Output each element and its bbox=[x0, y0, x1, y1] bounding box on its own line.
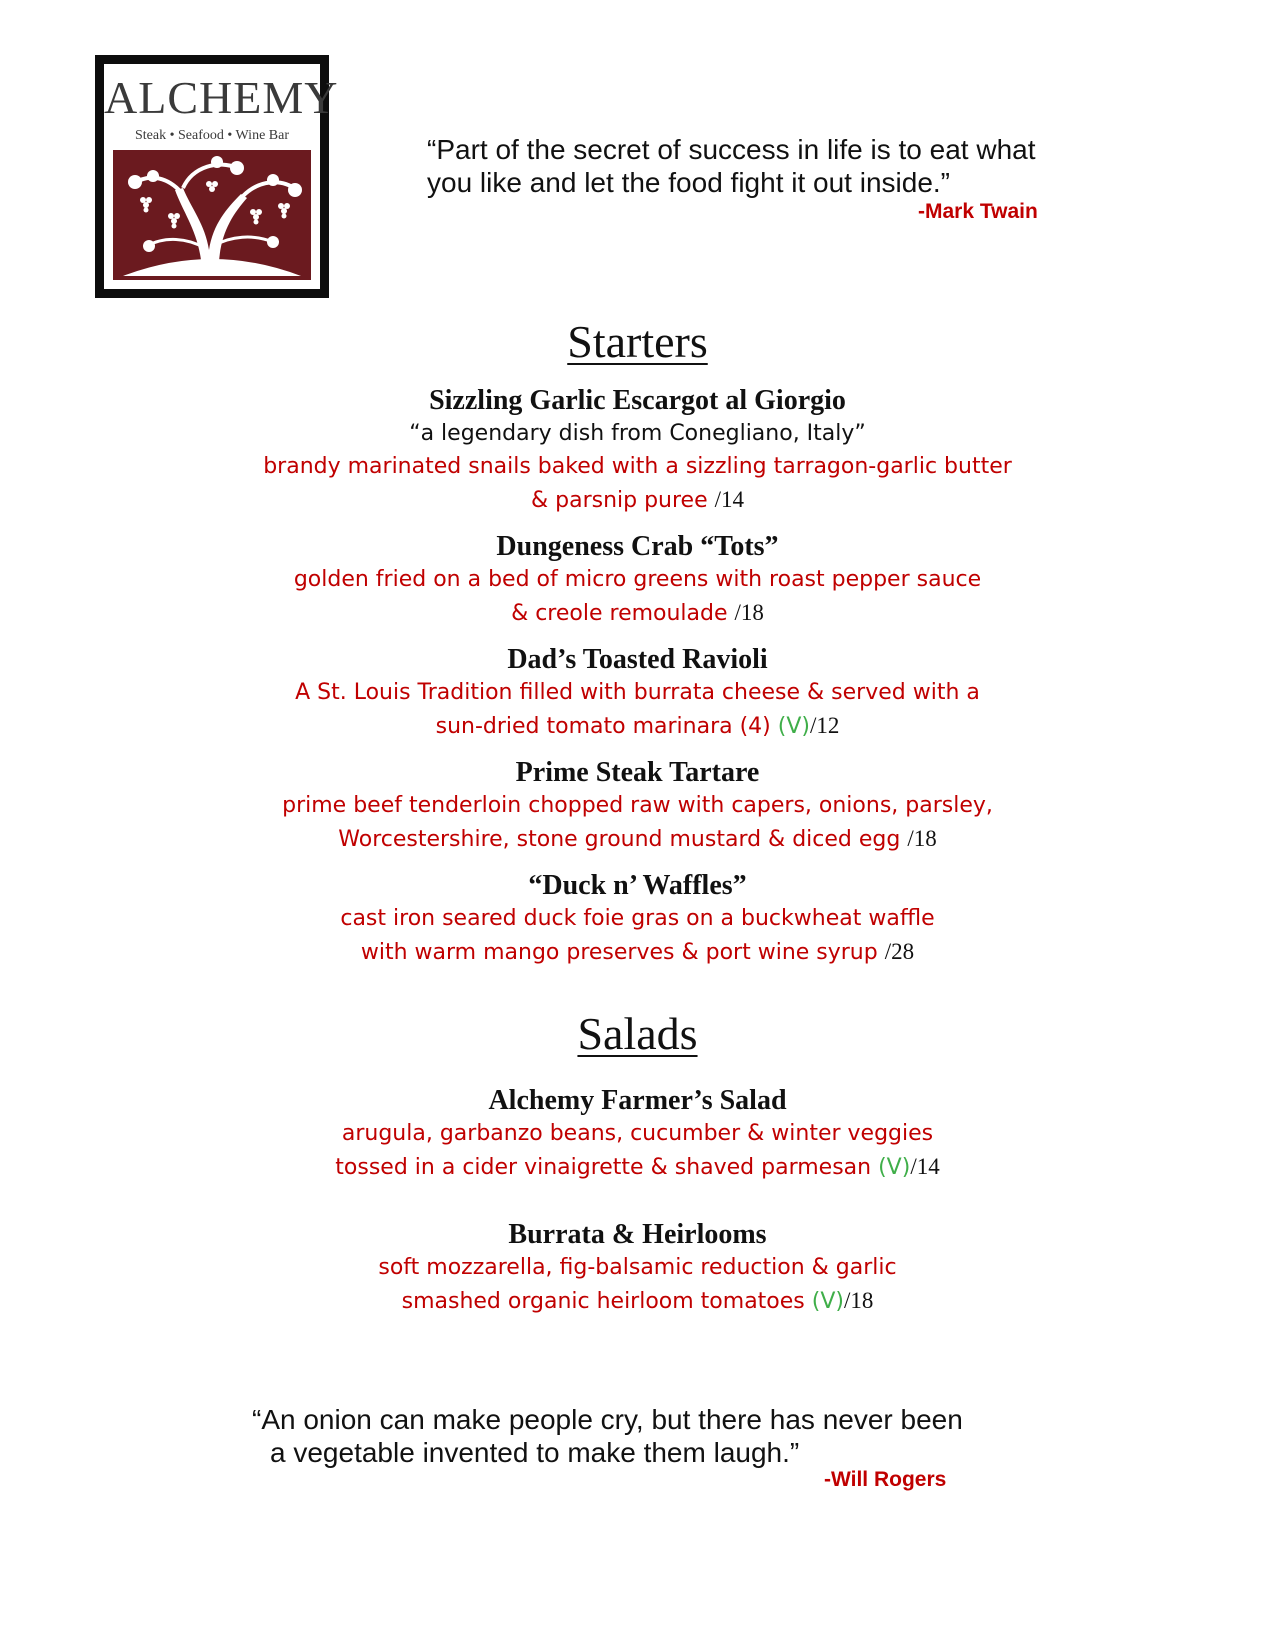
item-description: Worcestershire, stone ground mustard & diced egg /18 bbox=[338, 826, 937, 852]
item-description: prime beef tenderloin chopped raw with capers, onions, parsley, bbox=[282, 793, 993, 818]
quote-line: “An onion can make people cry, but there has never been bbox=[252, 1404, 963, 1435]
item-price: /14 bbox=[910, 1154, 940, 1179]
restaurant-logo bbox=[95, 55, 339, 298]
section-title-salads: Salads bbox=[577, 1008, 698, 1059]
section-title-starters: Starters bbox=[567, 316, 708, 367]
item-description: smashed organic heirloom tomatoes (V)/18 bbox=[401, 1288, 874, 1314]
quote-author: -Mark Twain bbox=[918, 200, 1038, 223]
vegetarian-badge: (V) bbox=[878, 1155, 911, 1180]
item-price: /28 bbox=[884, 939, 915, 964]
item-name: Sizzling Garlic Escargot al Giorgio bbox=[429, 385, 846, 416]
grapevine-tree-icon bbox=[113, 150, 311, 280]
item-description: with warm mango preserves & port wine syrup /28 bbox=[360, 939, 915, 965]
quote-author: -Will Rogers bbox=[824, 1468, 947, 1491]
quote-line: a vegetable invented to make them laugh.” bbox=[270, 1437, 800, 1468]
menu-item bbox=[0, 1084, 1275, 1184]
item-price: /18 bbox=[907, 826, 937, 851]
item-description: cast iron seared duck foie gras on a buckwheat waffle bbox=[340, 906, 935, 931]
item-name: Dungeness Crab “Tots” bbox=[496, 531, 779, 562]
item-name: Prime Steak Tartare bbox=[515, 757, 760, 788]
quote-bottom bbox=[252, 1403, 963, 1469]
item-description: tossed in a cider vinaigrette & shaved parmesan (V)/14 bbox=[335, 1154, 940, 1180]
item-description: sun-dried tomato marinara (4) (V)/12 bbox=[435, 713, 840, 739]
menu-item bbox=[0, 1218, 1275, 1318]
vegetarian-badge: (V) bbox=[777, 714, 810, 739]
item-name: Burrata & Heirlooms bbox=[508, 1219, 767, 1250]
quote-line: you like and let the food fight it out inside.” bbox=[427, 167, 950, 198]
item-price: /14 bbox=[714, 487, 745, 512]
item-description: & creole remoulade /18 bbox=[511, 600, 764, 626]
logo-panel bbox=[104, 64, 339, 289]
item-price: /12 bbox=[809, 713, 840, 738]
quote-line: “Part of the secret of success in life is to eat what bbox=[427, 134, 1036, 165]
item-subtitle: “a legendary dish from Conegliano, Italy” bbox=[409, 421, 866, 446]
item-name: “Duck n’ Waffles” bbox=[528, 870, 747, 901]
menu-item bbox=[0, 756, 1275, 856]
item-description: brandy marinated snails baked with a sizzling tarragon-garlic butter bbox=[263, 454, 1012, 479]
logo-tagline: Steak • Seafood • Wine Bar bbox=[135, 128, 289, 143]
item-price: /18 bbox=[843, 1288, 874, 1313]
item-description: & parsnip puree /14 bbox=[530, 487, 745, 513]
item-description: A St. Louis Tradition filled with burrata cheese & served with a bbox=[295, 680, 980, 705]
item-description: arugula, garbanzo beans, cucumber & winter veggies bbox=[341, 1121, 934, 1146]
menu-item bbox=[0, 643, 1275, 743]
item-name: Dad’s Toasted Ravioli bbox=[507, 644, 768, 675]
quote-top bbox=[427, 133, 1036, 199]
item-name: Alchemy Farmer’s Salad bbox=[488, 1085, 787, 1116]
item-price: /18 bbox=[734, 600, 764, 625]
vegetarian-badge: (V) bbox=[811, 1289, 844, 1314]
menu-item bbox=[0, 530, 1275, 630]
menu-item bbox=[0, 869, 1275, 969]
logo-name: ALCHEMY bbox=[104, 72, 339, 123]
menu-item bbox=[0, 384, 1275, 517]
item-description: golden fried on a bed of micro greens with roast pepper sauce bbox=[293, 567, 982, 592]
item-description: soft mozzarella, fig-balsamic reduction & garlic bbox=[378, 1255, 897, 1280]
